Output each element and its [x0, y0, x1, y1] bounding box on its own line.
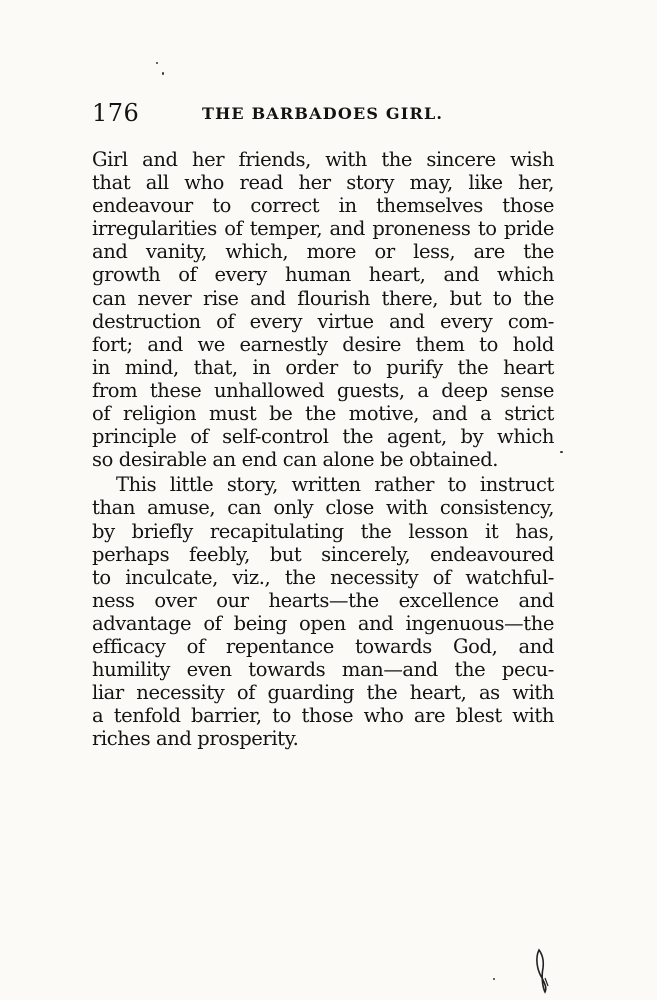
page-header	[92, 98, 554, 128]
text-line: of religion must be the motive, and a strict	[92, 402, 554, 426]
text-line: can never rise and flourish there, but to the	[92, 286, 554, 310]
ink-speck	[493, 978, 495, 980]
ink-speck	[560, 451, 563, 453]
text-line: growth of every human heart, and which	[92, 263, 554, 287]
text-line: perhaps feebly, but sincerely, endeavoured	[92, 542, 554, 566]
text-line: in mind, that, in order to purify the heart	[92, 355, 554, 379]
text-line: and vanity, which, more or less, are the	[92, 240, 554, 264]
text-line: a tenfold barrier, to those who are blest with	[92, 704, 554, 728]
text-line: endeavour to correct in themselves those	[92, 194, 554, 218]
text-line: irregularities of temper, and proneness to pride	[92, 217, 554, 241]
text-line: principle of self-control the agent, by which	[92, 425, 554, 449]
ink-speck	[162, 72, 164, 75]
text-line: riches and prosperity.	[92, 727, 299, 751]
text-line: than amuse, can only close with consistency,	[92, 496, 554, 520]
paragraph-2	[92, 473, 554, 750]
text-line: efficacy of repentance towards God, and	[92, 634, 554, 658]
text-line: Girl and her friends, with the sincere wish	[92, 148, 554, 171]
text-line: so desirable an end can alone be obtained.	[92, 448, 499, 472]
text-line: advantage of being open and ingenuous—the	[92, 611, 554, 635]
text-line: that all who read her story may, like her,	[92, 171, 554, 195]
handwritten-mark	[533, 948, 551, 994]
text-line: liar necessity of guarding the heart, as with	[92, 681, 554, 705]
text-line: from these unhallowed guests, a deep sense	[92, 378, 554, 402]
paragraph-1	[92, 148, 554, 471]
text-line: humility even towards man—and the pecu-	[92, 658, 554, 682]
text-line: by briefly recapitulating the lesson it has,	[92, 519, 554, 543]
text-line: This little story, written rather to instruct	[116, 473, 554, 497]
text-line: fort; and we earnestly desire them to hold	[92, 332, 554, 356]
page-number: 176	[92, 99, 140, 127]
text-line: ness over our hearts—the excellence and	[92, 588, 554, 612]
text-line: destruction of every virtue and every com-	[92, 309, 554, 333]
running-head: THE BARBADOES GIRL.	[202, 104, 444, 123]
text-line: to inculcate, viz., the necessity of watchful-	[92, 565, 554, 589]
ink-speck	[156, 62, 158, 64]
body-text	[92, 148, 554, 750]
